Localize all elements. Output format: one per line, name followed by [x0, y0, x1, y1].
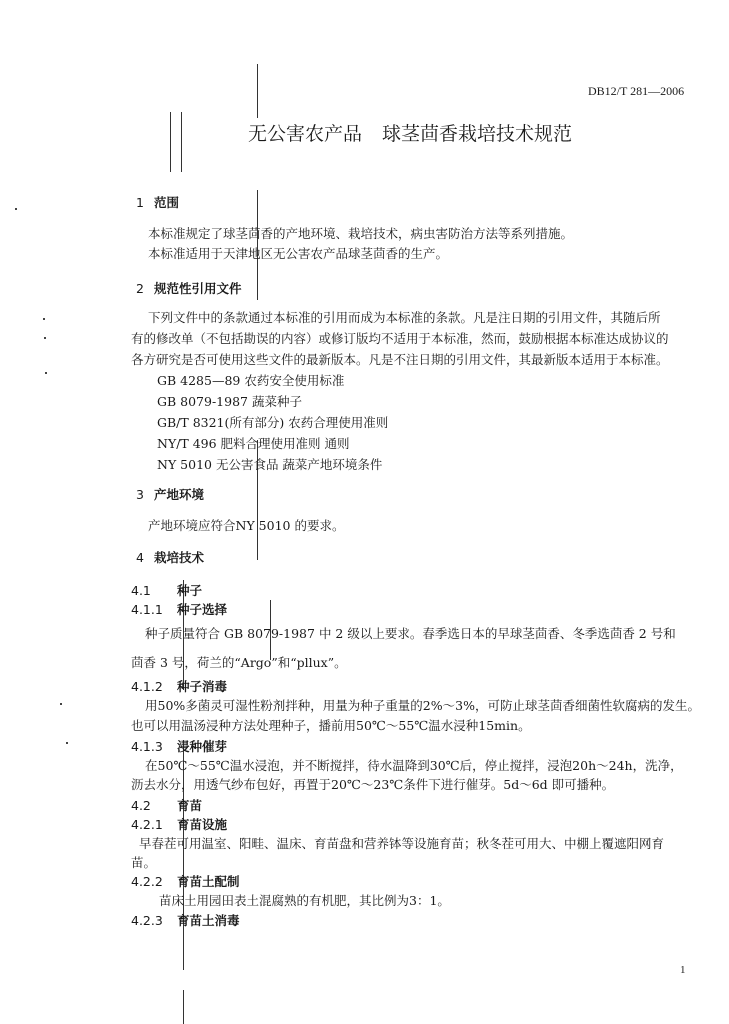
- reference-item: NY 5010 无公害食品 蔬菜产地环境条件: [157, 457, 383, 472]
- paragraph: 也可以用温汤浸种方法处理种子，播前用50℃～55℃温水浸种15min。: [131, 718, 531, 733]
- scan-streak: [181, 112, 182, 172]
- subsection-heading: [131, 581, 202, 599]
- subsection-title: 种子消毒: [177, 679, 228, 694]
- paragraph: 茴香 3 号，荷兰的“Argo”和“pllux”。: [131, 655, 347, 670]
- scan-speck: [60, 703, 62, 705]
- reference-item: GB 8079-1987 蔬菜种子: [157, 394, 302, 409]
- scan-speck: [44, 337, 46, 339]
- section-title: 产地环境: [154, 487, 205, 502]
- document-code: DB12/T 281—2006: [588, 84, 685, 98]
- paragraph: 早春茬可用温室、阳畦、温床、育苗盘和营养钵等设施育苗；秋冬茬可用大、中棚上覆遮阳网育: [139, 836, 665, 851]
- section-title: 规范性引用文件: [154, 281, 242, 296]
- subsection-number: 4.1: [131, 583, 151, 598]
- reference-item: NY/T 496 肥料合理使用准则 通则: [157, 436, 350, 451]
- subsection-heading: [131, 815, 227, 833]
- title-part-1: 无公害农产品: [248, 123, 363, 145]
- section-3-heading: [136, 485, 204, 503]
- section-title: 范围: [154, 195, 180, 210]
- scan-speck: [15, 208, 17, 210]
- scan-speck: [43, 318, 45, 320]
- reference-item: GB/T 8321(所有部分) 农药合理使用准则: [157, 415, 389, 430]
- section-number: 2: [136, 281, 144, 296]
- section-number: 4: [136, 550, 144, 565]
- scan-speck: [66, 742, 68, 744]
- subsection-title: 浸种催芽: [177, 739, 228, 754]
- section-2-heading: [136, 279, 242, 297]
- paragraph: 用50%多菌灵可湿性粉剂拌种，用量为种子重量的2%～3%，可防止球茎茴香细菌性软腐病的发生。: [145, 698, 700, 713]
- subsection-heading: [131, 796, 202, 814]
- section-number: 3: [136, 487, 144, 502]
- paragraph: 各方研究是否可使用这些文件的最新版本。凡是不注日期的引用文件，其最新版本适用于本标准。: [131, 352, 669, 367]
- section-1-heading: [136, 193, 179, 211]
- subsection-number: 4.2: [131, 798, 151, 813]
- subsection-title: 种子: [177, 583, 203, 598]
- page-number: 1: [680, 964, 686, 976]
- scan-streak: [257, 64, 258, 118]
- paragraph: 种子质量符合 GB 8079-1987 中 2 级以上要求。春季选日本的早球茎茴香、冬季选茴香 2 号和: [145, 626, 676, 641]
- document-title: [248, 119, 572, 146]
- subsection-title: 育苗土配制: [177, 874, 240, 889]
- subsection-heading: [131, 872, 240, 890]
- subsection-title: 育苗: [177, 798, 203, 813]
- subsection-number: 4.1.2: [131, 679, 163, 694]
- paragraph: 沥去水分，用透气纱布包好，再置于20℃～23℃条件下进行催芽。5d～6d 即可播种。: [131, 777, 615, 792]
- subsection-title: 育苗设施: [177, 817, 228, 832]
- paragraph: 苗床土用园田表土混腐熟的有机肥，其比例为3：1。: [159, 893, 450, 908]
- subsection-heading: [131, 600, 227, 618]
- section-title: 栽培技术: [154, 550, 205, 565]
- subsection-number: 4.2.2: [131, 874, 163, 889]
- subsection-number: 4.1.3: [131, 739, 163, 754]
- scan-speck: [45, 372, 47, 374]
- section-number: 1: [136, 195, 144, 210]
- paragraph: 本标准规定了球茎茴香的产地环境、栽培技术，病虫害防治方法等系列措施。: [148, 226, 574, 241]
- paragraph: 在50℃～55℃温水浸泡，并不断搅拌，待水温降到30℃后，停止搅拌，浸泡20h～24h，洗净，: [145, 758, 683, 773]
- subsection-heading: [131, 911, 240, 929]
- paragraph: 产地环境应符合NY 5010 的要求。: [148, 518, 345, 533]
- subsection-heading: [131, 677, 227, 695]
- scan-streak: [170, 112, 171, 172]
- paragraph: 有的修改单（不包括勘误的内容）或修订版均不适用于本标准，然而，鼓励根据本标准达成协议的: [131, 331, 669, 346]
- paragraph: 下列文件中的条款通过本标准的引用而成为本标准的条款。凡是注日期的引用文件，其随后所: [148, 310, 661, 325]
- subsection-heading: [131, 737, 227, 755]
- paragraph: 苗。: [131, 855, 157, 870]
- subsection-number: 4.2.1: [131, 817, 163, 832]
- scan-streak: [183, 990, 184, 1024]
- subsection-title: 育苗土消毒: [177, 913, 240, 928]
- title-part-2: 球茎茴香栽培技术规范: [382, 123, 573, 145]
- subsection-title: 种子选择: [177, 602, 228, 617]
- subsection-number: 4.1.1: [131, 602, 163, 617]
- subsection-number: 4.2.3: [131, 913, 163, 928]
- section-4-heading: [136, 548, 204, 566]
- paragraph: 本标准适用于天津地区无公害农产品球茎茴香的生产。: [148, 246, 449, 261]
- reference-item: GB 4285—89 农药安全使用标准: [157, 373, 345, 388]
